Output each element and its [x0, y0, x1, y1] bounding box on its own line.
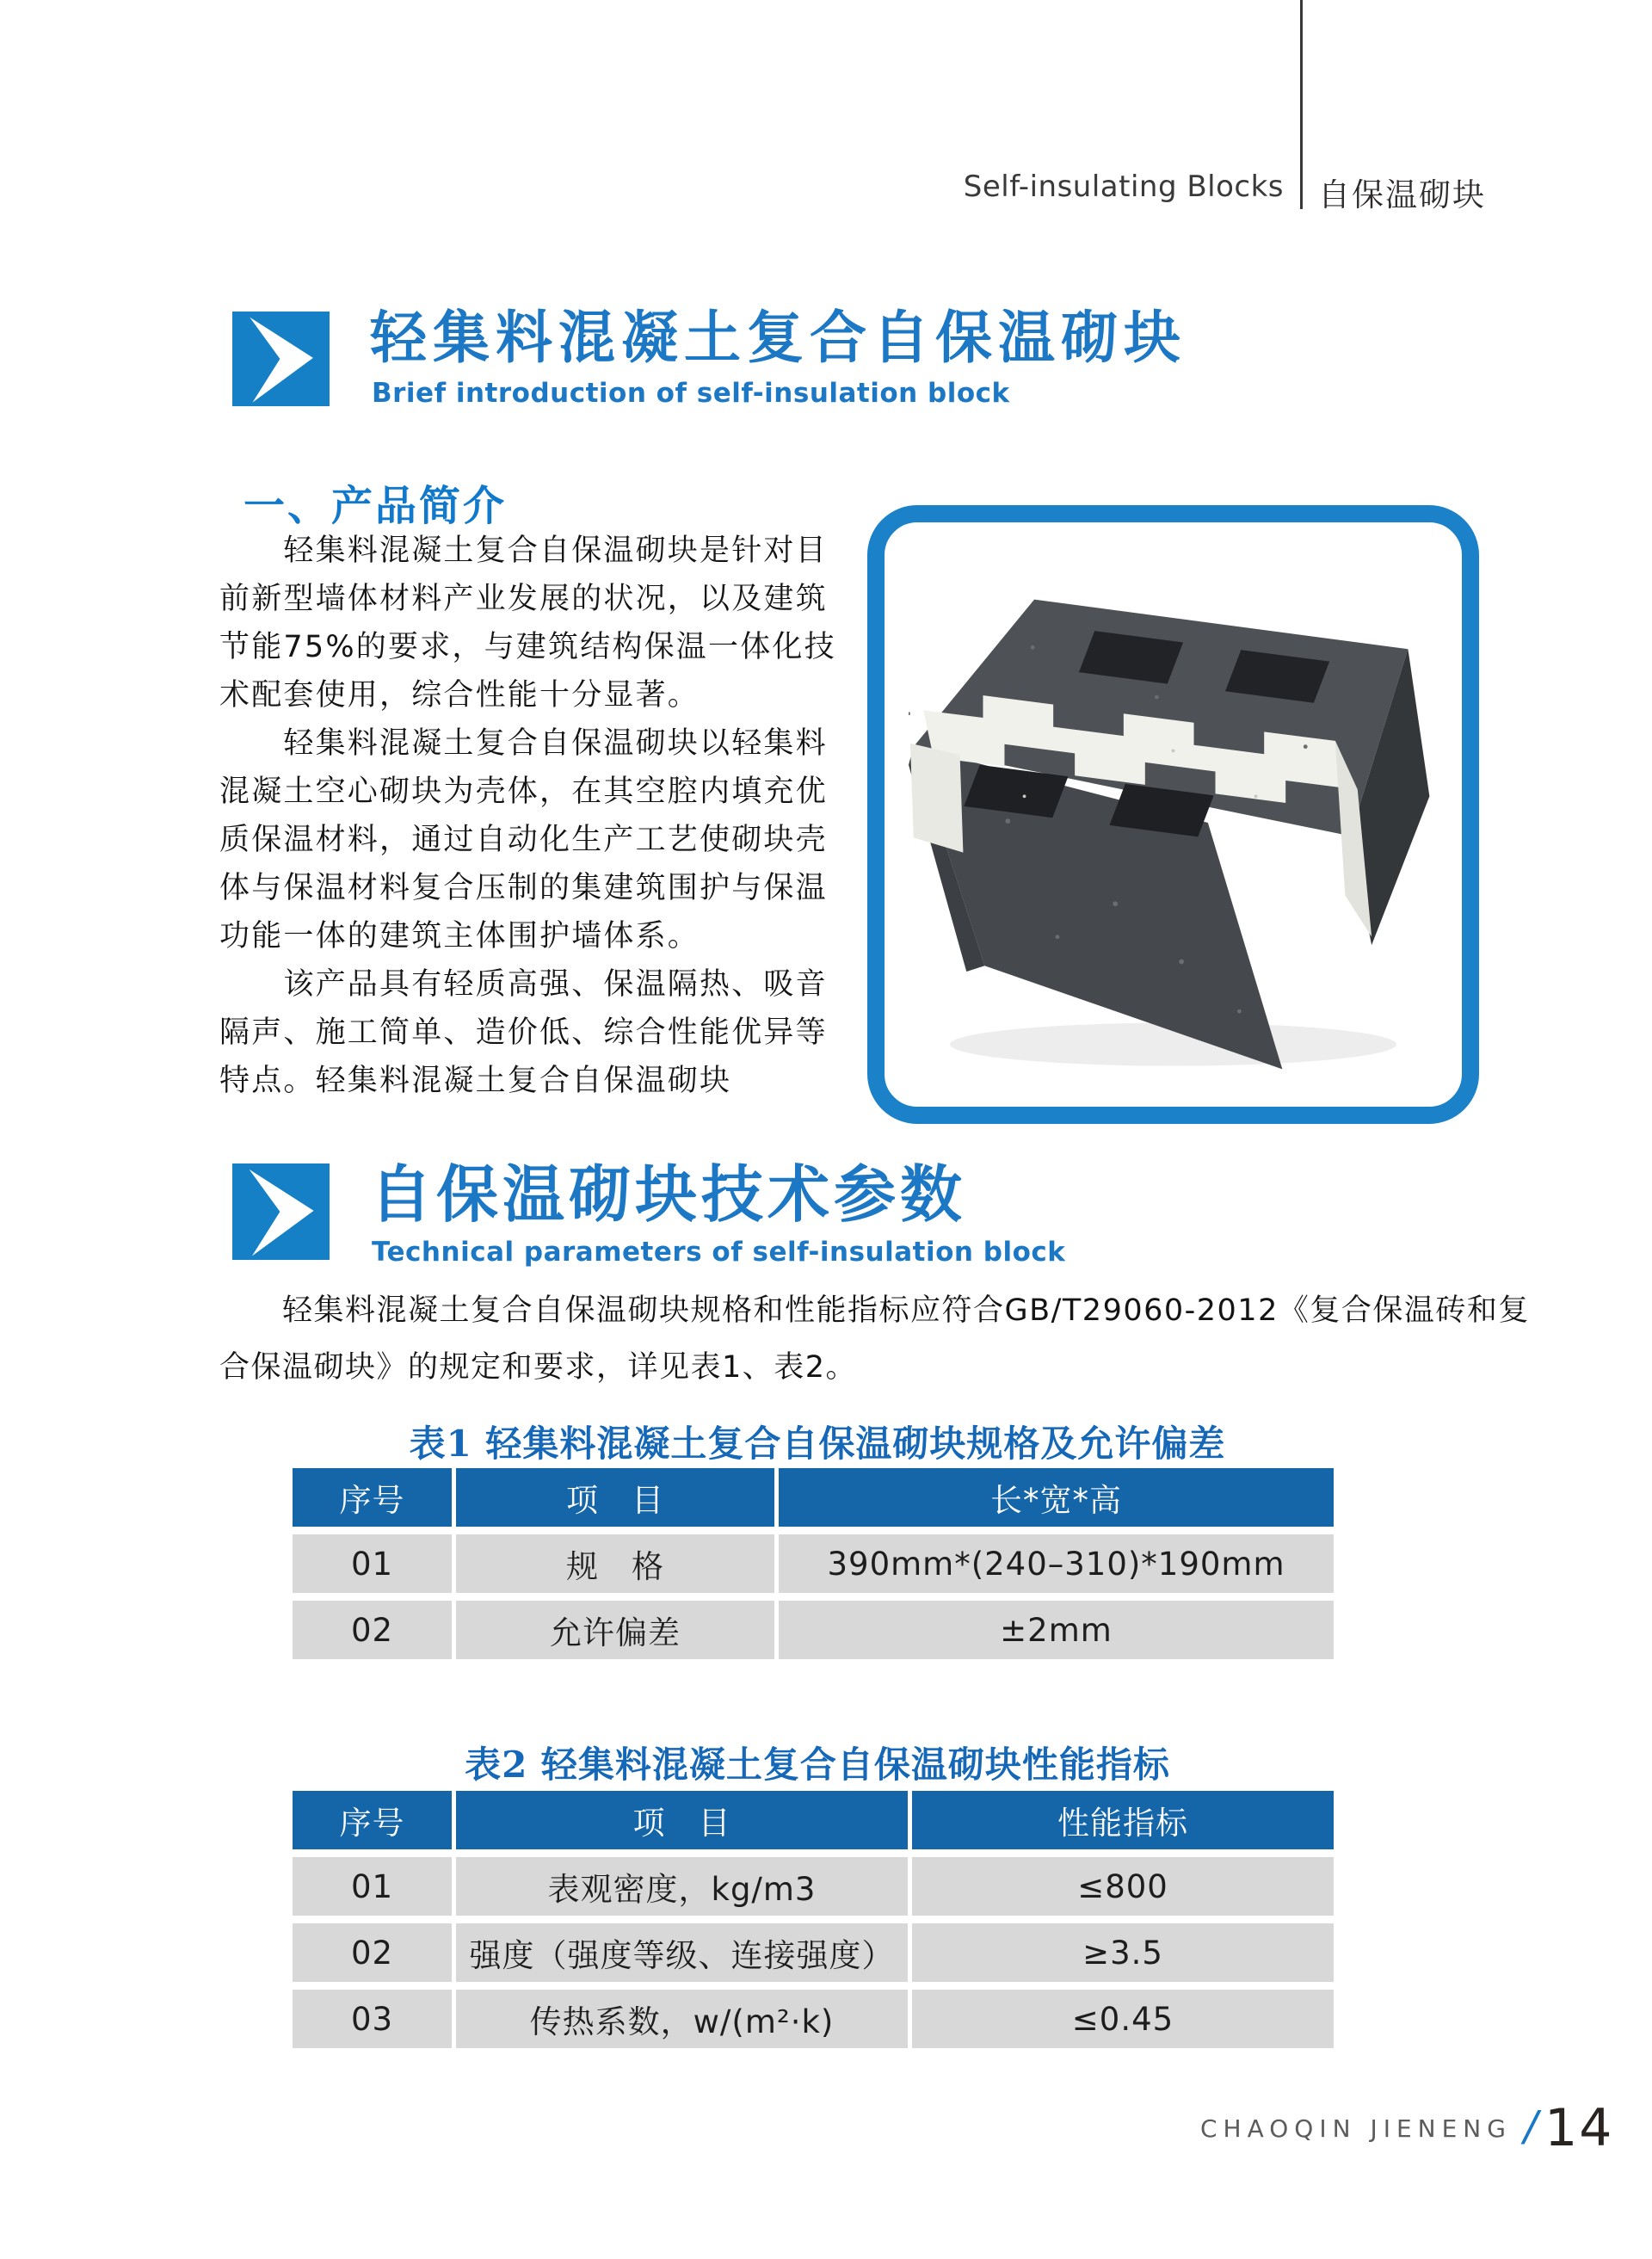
- table1-cell: 允许偏差: [456, 1601, 774, 1659]
- body-line: 特点。轻集料混凝土复合自保温砌块: [219, 1064, 732, 1098]
- footer-slash: /: [1523, 2102, 1538, 2151]
- table2-cell: 强度（强度等级、连接强度）: [456, 1923, 908, 1982]
- table1-cell: ±2mm: [779, 1601, 1334, 1659]
- body-line: 术配套使用，综合性能十分显著。: [219, 678, 700, 713]
- page-number: 14: [1544, 2098, 1614, 2158]
- table2-cell: 传热系数，w/(m²·k): [456, 1990, 908, 2048]
- product-photo-frame: [867, 505, 1479, 1124]
- intro-line: 轻集料混凝土复合自保温砌块规格和性能指标应符合GB/T29060-2012《复合保温砖和复: [219, 1293, 1530, 1328]
- table2-cell: 01: [293, 1857, 452, 1916]
- chevron-right-icon: [232, 312, 330, 406]
- table2-header-row: [293, 1791, 1334, 1849]
- table-row: [293, 1601, 1334, 1659]
- body-line: 前新型墙体材料产业发展的状况，以及建筑: [219, 582, 828, 616]
- table1-header-cell: 项 目: [456, 1468, 774, 1527]
- table2-header-cell: 性能指标: [912, 1791, 1334, 1849]
- body-line: 轻集料混凝土复合自保温砌块是针对目: [219, 534, 828, 568]
- section1-title-en: Brief introduction of self-insulation block: [372, 378, 1010, 409]
- standards-paragraph: [219, 1282, 1530, 1396]
- body-line: 体与保温材料复合压制的集建筑围护与保温: [219, 871, 828, 905]
- table2-cell: ≥3.5: [912, 1923, 1334, 1982]
- table1-title: 表1 轻集料混凝土复合自保温砌块规格及允许偏差: [409, 1423, 1226, 1465]
- table2-title: 表2 轻集料混凝土复合自保温砌块性能指标: [465, 1744, 1170, 1786]
- header-divider-line: [1300, 0, 1303, 209]
- section2-title-zh: 自保温砌块技术参数: [370, 1158, 967, 1231]
- product-intro-paragraph: [219, 527, 873, 1105]
- body-line: 混凝土空心砌块为壳体，在其空腔内填充优: [219, 775, 828, 809]
- footer-brand: CHAOQIN JIENENG: [1200, 2114, 1512, 2143]
- section2-arrow-icon: [232, 1163, 330, 1260]
- table-row: [293, 1534, 1334, 1593]
- table1-specs: [288, 1460, 1338, 1667]
- chevron-right-icon: [232, 1163, 330, 1260]
- table1-header-row: [293, 1468, 1334, 1527]
- body-line: 轻集料混凝土复合自保温砌块以轻集料: [219, 726, 828, 761]
- section1-title-zh: 轻集料混凝土复合自保温砌块: [370, 305, 1187, 371]
- table2-header-cell: 项 目: [456, 1791, 908, 1849]
- table1-header-cell: 长*宽*高: [779, 1468, 1334, 1527]
- table-row: [293, 1923, 1334, 1982]
- table2-performance: [288, 1783, 1338, 2056]
- page-footer: [1200, 2098, 1614, 2158]
- table-row: [293, 1857, 1334, 1916]
- table1-header-cell: 序号: [293, 1468, 452, 1527]
- table-row: [293, 1990, 1334, 2048]
- body-line: 该产品具有轻质高强、保温隔热、吸音: [219, 967, 828, 1002]
- section1-arrow-icon: [232, 312, 330, 406]
- header-title-en: Self-insulating Blocks: [963, 170, 1284, 204]
- table2-cell: 03: [293, 1990, 452, 2048]
- body-line: 功能一体的建筑主体围护墙体系。: [219, 919, 700, 954]
- table1-cell: 02: [293, 1601, 452, 1659]
- table1-cell: 01: [293, 1534, 452, 1593]
- intro-line: 合保温砌块》的规定和要求，详见表1、表2。: [219, 1350, 858, 1385]
- table1-cell: 390mm*(240–310)*190mm: [779, 1534, 1334, 1593]
- table2-cell: 02: [293, 1923, 452, 1982]
- body-line: 质保温材料，通过自动化生产工艺使砌块壳: [219, 823, 828, 857]
- table2-header-cell: 序号: [293, 1791, 452, 1849]
- table2-cell: 表观密度，kg/m3: [456, 1857, 908, 1916]
- table1-cell: 规 格: [456, 1534, 774, 1593]
- header-title-zh: 自保温砌块: [1318, 176, 1486, 213]
- body-line: 隔声、施工简单、造价低、综合性能优异等: [219, 1015, 828, 1050]
- section1-heading: 一、产品简介: [243, 482, 508, 530]
- section2-title-en: Technical parameters of self-insulation block: [372, 1237, 1066, 1268]
- table2-cell: ≤0.45: [912, 1990, 1334, 2048]
- body-line: 节能75%的要求，与建筑结构保温一体化技: [219, 630, 836, 664]
- table2-cell: ≤800: [912, 1857, 1334, 1916]
- insulation-block-photo: [909, 548, 1438, 1077]
